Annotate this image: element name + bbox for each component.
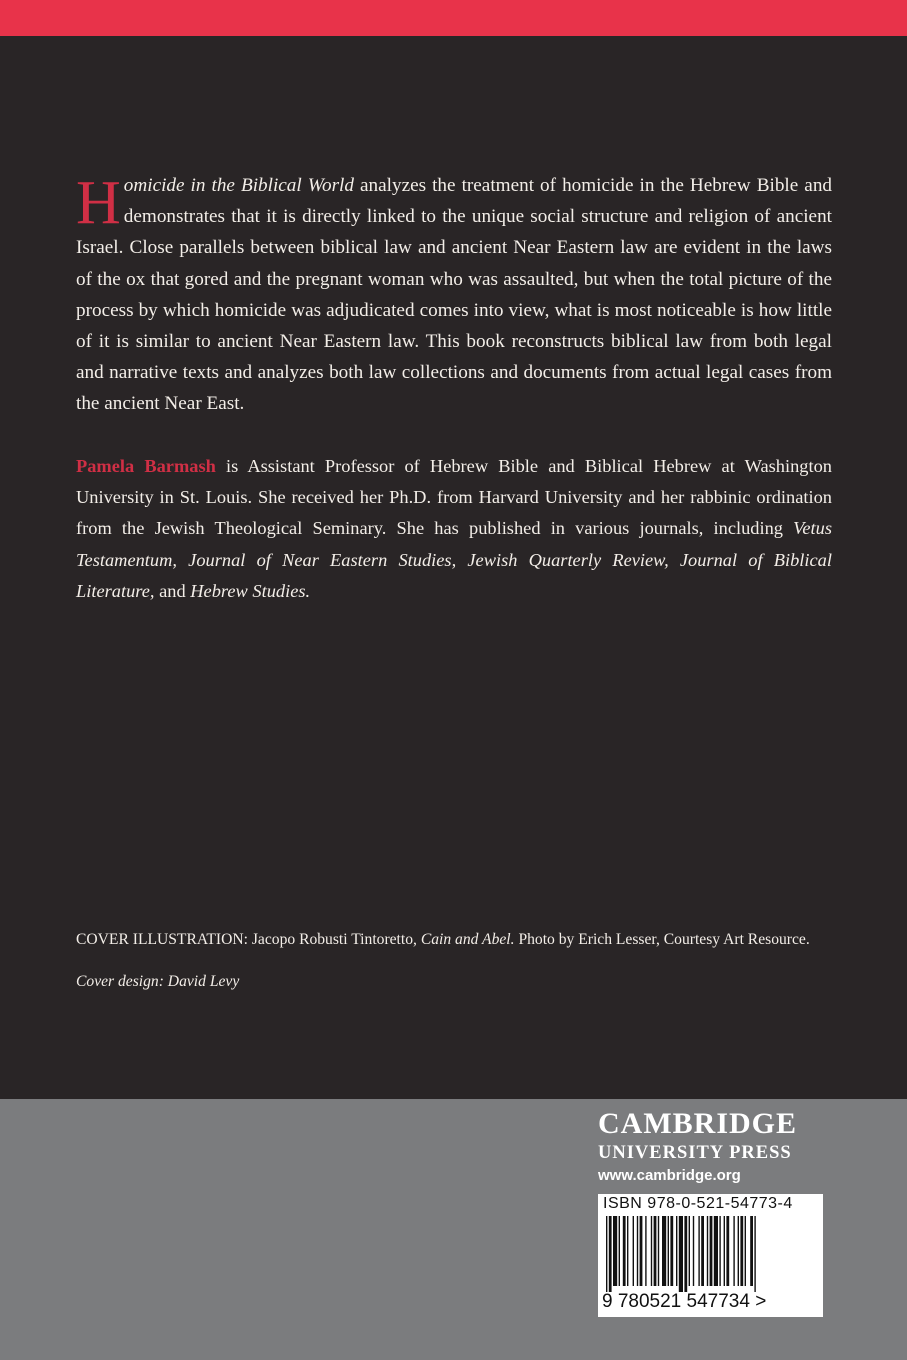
journal-list: Vetus Testamentum, Journal of Near Eastern Studies, Jewish Quarterly Review, Journal of Biblical Literature, — [76, 518, 832, 601]
barcode-bar — [645, 1216, 646, 1286]
barcode-bar — [707, 1216, 708, 1286]
barcode-digits: 9 780521 547734 > — [602, 1291, 767, 1312]
barcode-bar — [679, 1216, 683, 1292]
barcode-bars — [598, 1216, 823, 1292]
barcode-bar — [684, 1216, 687, 1292]
barcode-bar — [726, 1216, 729, 1286]
author-bio — [76, 451, 832, 607]
barcode-bar — [633, 1216, 634, 1286]
book-description — [76, 170, 832, 420]
barcode-bar — [714, 1216, 718, 1286]
credit-photo: Photo by Erich Lesser, Courtesy Art Resource. — [514, 931, 810, 948]
barcode-bar — [710, 1216, 713, 1286]
cover-illustration-credit — [76, 928, 846, 952]
author-name: Pamela Barmash — [76, 456, 216, 476]
barcode-bar — [654, 1216, 657, 1286]
credit-work: Cain and Abel. — [420, 931, 515, 948]
barcode-bar — [606, 1216, 607, 1292]
barcode-bar — [693, 1216, 694, 1286]
barcode-bar — [738, 1216, 739, 1286]
publisher-logo — [598, 1105, 828, 1189]
cover-design-credit: Cover design: David Levy — [76, 973, 240, 990]
barcode-bar — [698, 1216, 699, 1286]
barcode-bar — [609, 1216, 612, 1292]
dropcap-letter: H — [76, 169, 121, 237]
barcode-bar — [670, 1216, 673, 1286]
barcode-bar — [745, 1216, 746, 1286]
barcode-bar — [750, 1216, 753, 1286]
barcode-bar — [724, 1216, 725, 1286]
publisher-subtitle: UNIVERSITY PRESS — [598, 1143, 792, 1163]
barcode-bar — [623, 1216, 626, 1286]
barcode-bar — [637, 1216, 638, 1286]
barcode-bar — [689, 1216, 690, 1286]
publisher-name: CAMBRIDGE — [598, 1107, 798, 1140]
barcode-bar — [658, 1216, 659, 1286]
barcode-bar — [668, 1216, 669, 1286]
barcode-bar — [719, 1216, 720, 1286]
credit-label: COVER ILLUSTRATION: — [76, 931, 248, 948]
credit-artist: Jacopo Robusti Tintoretto, — [247, 931, 421, 948]
barcode-bar — [740, 1216, 743, 1286]
book-title: omicide in the Biblical World — [123, 175, 354, 196]
publisher-url: www.cambridge.org — [598, 1167, 741, 1184]
bio-and: and — [154, 580, 191, 601]
last-journal: Hebrew Studies. — [190, 580, 311, 601]
barcode-bar — [619, 1216, 620, 1286]
barcode-bar — [662, 1216, 666, 1286]
barcode-bar — [627, 1216, 628, 1286]
isbn-barcode — [598, 1194, 823, 1317]
description-text: analyzes the treatment of homicide in the Hebrew Bible and demonstrates that it is directly linked to the unique social structure and religion of ancient Israel. Close parallels between biblical law and ancient Near Eastern law are evident in the laws of the ox that gored and the pregnant woman who was assaulted, but when the total picture of the process by which homicide was adjudicated comes into view, what is most noticeable is how little of it is similar to ancient Near Eastern law. This book reconstructs biblical law from both legal and narrative texts and analyzes both law collections and documents from actual legal cases from the ancient Near East. — [76, 175, 833, 415]
barcode-bar — [613, 1216, 617, 1286]
bio-text: is Assistant Professor of Hebrew Bible and Biblical Hebrew at Washington University in St. Louis. She received her Ph.D. from Harvard University and her rabbinic ordination from the Jewish Theological Seminary. She has published in various journals, including — [76, 456, 832, 539]
barcode-bar — [676, 1216, 677, 1286]
barcode-bar — [640, 1216, 643, 1286]
barcode-bar — [701, 1216, 704, 1286]
top-color-band — [0, 0, 907, 36]
barcode-bar — [733, 1216, 734, 1286]
barcode-bar — [754, 1216, 755, 1292]
isbn-label: ISBN 978-0-521-54773-4 — [603, 1195, 793, 1212]
barcode-bar — [651, 1216, 652, 1286]
